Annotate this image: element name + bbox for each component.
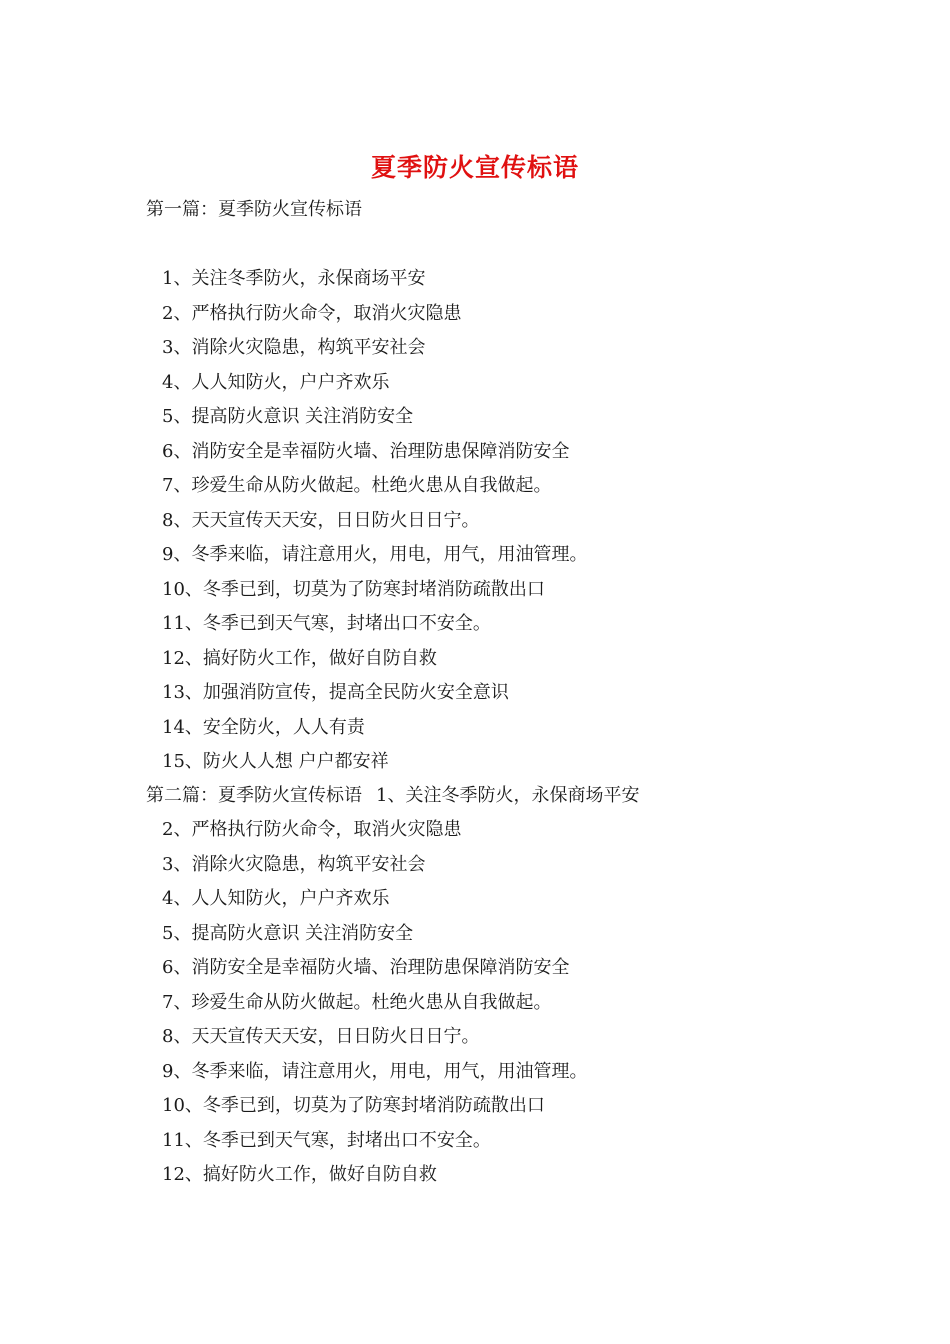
section-2-list	[162, 813, 587, 1193]
list-item: 9、冬季来临，请注意用火，用电，用气，用油管理。	[162, 1060, 588, 1082]
list-item: 10、冬季已到，切莫为了防寒封堵消防疏散出口	[162, 578, 545, 600]
section-1-heading: 第一篇：夏季防火宣传标语	[146, 199, 362, 220]
section-2-first-item: 1、关注冬季防火，永保商场平安	[376, 785, 640, 806]
list-item: 12、搞好防火工作，做好自防自救	[162, 647, 437, 669]
list-item: 6、消防安全是幸福防火墙、治理防患保障消防安全	[162, 440, 570, 462]
list-item: 3、消除火灾隐患，构筑平安社会	[162, 337, 426, 358]
list-item: 9、冬季来临，请注意用火，用电，用气，用油管理。	[162, 544, 588, 565]
list-item: 10、冬季已到，切莫为了防寒封堵消防疏散出口	[162, 1095, 545, 1116]
list-item: 13、加强消防宣传，提高全民防火安全意识	[162, 682, 509, 703]
list-item: 12、搞好防火工作，做好自防自救	[162, 1164, 437, 1185]
list-item: 2、严格执行防火命令，取消火灾隐患	[162, 302, 462, 324]
list-item: 8、天天宣传天天安，日日防火日日宁。	[162, 509, 480, 531]
list-item: 6、消防安全是幸福防火墙、治理防患保障消防安全	[162, 957, 570, 978]
list-item: 11、冬季已到天气寒，封堵出口不安全。	[162, 1129, 491, 1151]
list-item: 11、冬季已到天气寒，封堵出口不安全。	[162, 613, 491, 634]
list-item: 4、人人知防火，户户齐欢乐	[162, 888, 390, 909]
list-item: 5、提高防火意识 关注消防安全	[162, 922, 414, 944]
list-item: 14、安全防火，人人有责	[162, 716, 365, 738]
list-item: 5、提高防火意识 关注消防安全	[162, 406, 414, 427]
list-item: 4、人人知防火，户户齐欢乐	[162, 371, 390, 393]
list-item: 1、关注冬季防火，永保商场平安	[162, 268, 426, 289]
section-2-heading-text: 第二篇：夏季防火宣传标语	[146, 785, 362, 806]
section-1-list	[162, 262, 587, 780]
section-2-heading	[146, 782, 639, 810]
list-item: 15、防火人人想 户户都安祥	[162, 751, 389, 772]
list-item: 7、珍爱生命从防火做起。杜绝火患从自我做起。	[162, 475, 552, 496]
list-item: 2、严格执行防火命令，取消火灾隐患	[162, 819, 462, 840]
list-item: 7、珍爱生命从防火做起。杜绝火患从自我做起。	[162, 991, 552, 1013]
document-title: 夏季防火宣传标语	[370, 153, 579, 182]
list-item: 3、消除火灾隐患，构筑平安社会	[162, 853, 426, 875]
list-item: 8、天天宣传天天安，日日防火日日宁。	[162, 1026, 480, 1047]
